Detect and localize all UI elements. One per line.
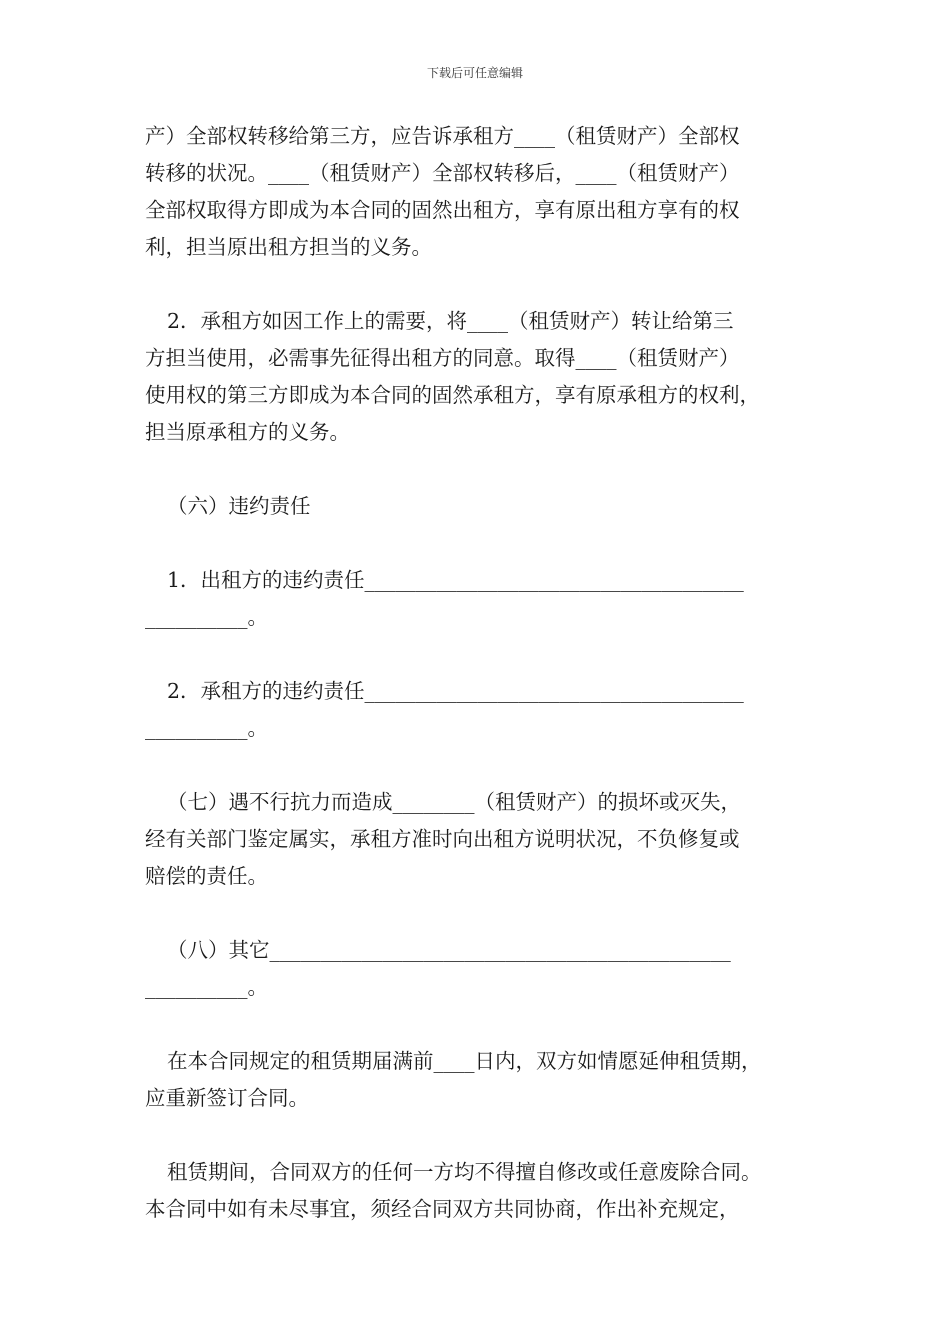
text-line: （七）遇不行抗力而造成________（租赁财产）的损坏或灭失， (167, 790, 741, 814)
paragraph-lessee-liability (145, 673, 815, 747)
text-line: 利，担当原出租方担当的义务。 (145, 235, 432, 259)
paragraph-ownership-transfer (145, 118, 815, 266)
paragraph-force-majeure (145, 784, 815, 895)
text-line: 产）全部权转移给第三方，应告诉承租方____（租赁财产）全部权 (145, 124, 740, 148)
paragraph-modification (145, 1154, 815, 1228)
text-line: 担当原承租方的义务。 (145, 420, 350, 444)
text-line: 租赁期间，合同双方的任何一方均不得擅自修改或任意废除合同。 (167, 1160, 762, 1184)
section-heading-breach-liability (145, 488, 815, 525)
text-line: __________。 (145, 975, 268, 999)
text-line: 使用权的第三方即成为本合同的固然承租方，享有原承租方的权利， (145, 383, 760, 407)
text-line: __________。 (145, 716, 268, 740)
text-line: 2．承租方如因工作上的需要，将____（租赁财产）转让给第三 (167, 309, 734, 333)
text-line: 经有关部门鉴定属实，承租方准时向出租方说明状况，不负修复或 (145, 827, 740, 851)
text-line: 2．承租方的违约责任_____________________________________ (167, 679, 744, 703)
text-line: 全部权取得方即成为本合同的固然出租方，享有原出租方享有的权 (145, 198, 740, 222)
document-body (145, 118, 815, 1265)
paragraph-sublease (145, 303, 815, 451)
text-line: （六）违约责任 (167, 494, 311, 518)
text-line: （八）其它_____________________________________________ (167, 938, 731, 962)
paragraph-renewal (145, 1043, 815, 1117)
text-line: __________。 (145, 605, 268, 629)
text-line: 赔偿的责任。 (145, 864, 268, 888)
text-line: 应重新签订合同。 (145, 1086, 309, 1110)
text-line: 本合同中如有未尽事宜，须经合同双方共同协商，作出补充规定， (145, 1197, 740, 1221)
page-header: 下载后可任意编辑 (426, 66, 523, 80)
text-line: 1．出租方的违约责任_____________________________________ (167, 568, 744, 592)
text-line: 在本合同规定的租赁期届满前____日内，双方如情愿延伸租赁期， (167, 1049, 762, 1073)
paragraph-other (145, 932, 815, 1006)
text-line: 转移的状况。____（租赁财产）全部权转移后，____（租赁财产） (145, 161, 740, 185)
paragraph-lessor-liability (145, 562, 815, 636)
text-line: 方担当使用，必需事先征得出租方的同意。取得____（租赁财产） (145, 346, 740, 370)
